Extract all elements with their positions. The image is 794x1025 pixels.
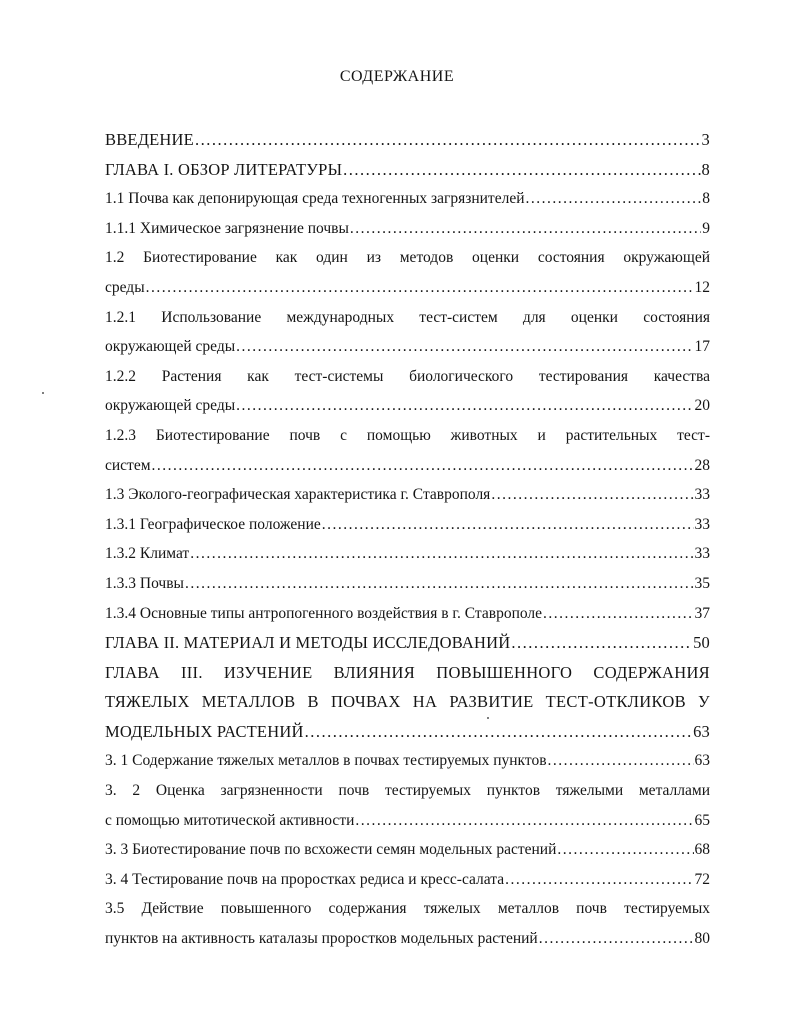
dot-leader bbox=[195, 125, 701, 155]
toc-entry-1-2-1[interactable] bbox=[105, 303, 710, 362]
toc-entry-title: с помощью митотической активности bbox=[105, 811, 355, 829]
toc-entry-page: 17 bbox=[694, 338, 710, 356]
dot-leader bbox=[185, 569, 694, 599]
toc-entry-page: 3 bbox=[701, 130, 710, 149]
toc-entry-first-line: 1.2.1 Использование международных тест-систем для оценки состояния bbox=[105, 308, 710, 326]
toc-entry-page: 33 bbox=[694, 486, 710, 504]
toc-entry-page: 50 bbox=[693, 633, 710, 653]
dot-leader bbox=[505, 865, 693, 895]
toc-entry-title: 1.3 Эколого-географическая характеристика г. Ставрополя bbox=[105, 486, 491, 504]
toc-entry-1-1-1[interactable] bbox=[105, 214, 710, 244]
toc-entry-3-1[interactable] bbox=[105, 746, 710, 776]
toc-entry-1-2-3[interactable] bbox=[105, 421, 710, 480]
toc-entry-page: 65 bbox=[694, 811, 710, 829]
dot-leader bbox=[491, 480, 693, 510]
toc-entry-title: МОДЕЛЬНЫХ РАСТЕНИЙ bbox=[105, 721, 304, 741]
toc-entry-page: 8 bbox=[702, 190, 710, 208]
toc-entry-title: систем bbox=[105, 456, 151, 474]
toc-entry-page: 63 bbox=[694, 752, 710, 770]
toc-entry-first-line: 3.5 Действие повышенного содержания тяжелых металлов почв тестируемых bbox=[105, 900, 710, 918]
toc-entry-page: 35 bbox=[694, 574, 710, 592]
toc-entry-1-2-2[interactable] bbox=[105, 362, 710, 421]
toc-entry-page: 9 bbox=[702, 219, 710, 237]
toc-entry-title: пунктов на активность каталазы проростков модельных растений bbox=[105, 930, 538, 948]
toc-entry-title: 1.3.2 Климат bbox=[105, 545, 190, 563]
dot-leader bbox=[152, 451, 694, 481]
toc-entry-3-2[interactable] bbox=[105, 776, 710, 835]
toc-entry-1-3-2[interactable] bbox=[105, 539, 710, 569]
toc-entry-1-3[interactable] bbox=[105, 480, 710, 510]
toc-entry-3-5[interactable] bbox=[105, 894, 710, 953]
toc-entry-title: окружающей среды bbox=[105, 338, 236, 356]
toc-entry-page: 28 bbox=[694, 456, 710, 474]
toc-entry-title: 3. 1 Содержание тяжелых металлов в почвах тестируемых пунктов bbox=[105, 752, 547, 770]
dot-leader bbox=[190, 539, 693, 569]
toc-entry-1-1[interactable] bbox=[105, 184, 710, 214]
toc-entry-page: 33 bbox=[694, 515, 710, 533]
toc-entry-3-3[interactable] bbox=[105, 835, 710, 865]
toc-entry-title: среды bbox=[105, 278, 145, 296]
toc-entry-1-3-4[interactable] bbox=[105, 599, 710, 629]
table-of-contents bbox=[105, 125, 710, 954]
dot-leader bbox=[146, 273, 694, 303]
dot-leader bbox=[511, 628, 692, 658]
toc-entry-second-line: ТЯЖЕЛЫХ МЕТАЛЛОВ В ПОЧВАХ НА РАЗВИТИЕ ТЕСТ-ОТКЛИКОВ У bbox=[105, 692, 710, 712]
toc-entry-page: 8 bbox=[701, 159, 710, 179]
dot-leader bbox=[557, 835, 693, 865]
toc-entry-page: 33 bbox=[694, 545, 710, 563]
dot-leader bbox=[543, 599, 693, 629]
toc-entry-chapter-2[interactable] bbox=[105, 628, 710, 658]
dot-leader bbox=[526, 184, 702, 214]
toc-entry-1-2[interactable] bbox=[105, 243, 710, 302]
toc-entry-title: ГЛАВА I. ОБЗОР ЛИТЕРАТУРЫ bbox=[105, 159, 343, 179]
toc-entry-first-line: 1.2.2 Растения как тест-системы биологического тестирования качества bbox=[105, 367, 710, 385]
toc-entry-page: 68 bbox=[694, 841, 710, 859]
toc-entry-1-3-3[interactable] bbox=[105, 569, 710, 599]
dot-leader bbox=[343, 155, 700, 185]
toc-entry-page: 80 bbox=[694, 930, 710, 948]
toc-entry-page: 20 bbox=[694, 397, 710, 415]
toc-entry-chapter-1[interactable] bbox=[105, 155, 710, 185]
toc-entry-first-line: 1.2.3 Биотестирование почв с помощью животных и растительных тест- bbox=[105, 426, 710, 444]
page-title: СОДЕРЖАНИЕ bbox=[339, 68, 455, 85]
toc-entry-title: 1.3.3 Почвы bbox=[105, 574, 184, 592]
dot-leader bbox=[236, 391, 693, 421]
toc-entry-title: ВВЕДЕНИЕ bbox=[105, 130, 194, 149]
toc-entry-3-4[interactable] bbox=[105, 865, 710, 895]
toc-entry-first-line: 3. 2 Оценка загрязненности почв тестируемых пунктов тяжелыми металлами bbox=[105, 782, 710, 800]
dot-leader bbox=[539, 924, 694, 954]
toc-entry-introduction[interactable] bbox=[105, 125, 710, 155]
dot-leader bbox=[355, 806, 693, 836]
toc-entry-title: 1.3.4 Основные типы антропогенного воздействия в г. Ставрополе bbox=[105, 604, 543, 622]
toc-entry-chapter-3[interactable] bbox=[105, 658, 710, 747]
toc-entry-page: 72 bbox=[694, 870, 710, 888]
toc-entry-1-3-1[interactable] bbox=[105, 510, 710, 540]
toc-entry-title: 1.1.1 Химическое загрязнение почвы bbox=[105, 219, 349, 237]
toc-entry-title: 3. 4 Тестирование почв на проростках редиса и кресс-салата bbox=[105, 870, 505, 888]
dot-leader bbox=[305, 717, 693, 747]
dot-leader bbox=[350, 214, 701, 244]
toc-entry-page: 37 bbox=[694, 604, 710, 622]
toc-entry-title: 3. 3 Биотестирование почв по всхожести семян модельных растений bbox=[105, 841, 557, 859]
scan-speck bbox=[487, 717, 489, 719]
dot-leader bbox=[236, 332, 693, 362]
dot-leader bbox=[322, 510, 694, 540]
scan-speck bbox=[42, 392, 44, 394]
toc-entry-first-line: ГЛАВА III. ИЗУЧЕНИЕ ВЛИЯНИЯ ПОВЫШЕННОГО СОДЕРЖАНИЯ bbox=[105, 662, 710, 682]
toc-entry-first-line: 1.2 Биотестирование как один из методов оценки состояния окружающей bbox=[105, 249, 710, 267]
toc-entry-title: 1.3.1 Географическое положение bbox=[105, 515, 321, 533]
dot-leader bbox=[548, 746, 694, 776]
toc-entry-title: 1.1 Почва как депонирующая среда техногенных загрязнителей bbox=[105, 190, 525, 208]
toc-entry-page: 12 bbox=[694, 278, 710, 296]
toc-entry-title: ГЛАВА II. МАТЕРИАЛ И МЕТОДЫ ИССЛЕДОВАНИЙ bbox=[105, 633, 511, 653]
toc-entry-title: окружающей среды bbox=[105, 397, 236, 415]
toc-entry-page: 63 bbox=[693, 721, 710, 741]
